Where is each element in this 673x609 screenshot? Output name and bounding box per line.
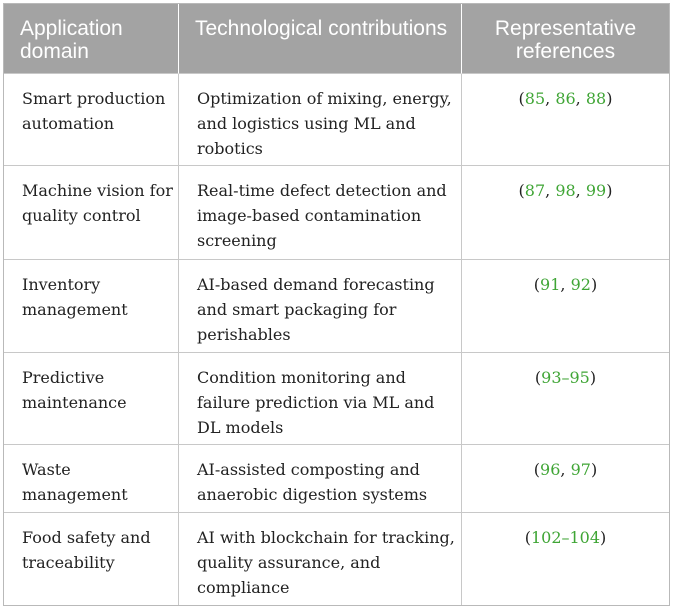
contribution-cell: Real-time defect detection and image-based contamination screening — [179, 166, 462, 260]
reference-separator: , — [575, 181, 586, 200]
domain-cell: Machine vision for quality control — [4, 166, 179, 260]
header-application-domain: Application domain — [4, 4, 179, 74]
close-paren: ) — [590, 275, 598, 294]
close-paren: ) — [590, 460, 598, 479]
reference-separator: , — [560, 460, 571, 479]
domain-cell: Inventory management — [4, 260, 179, 353]
reference-separator: , — [560, 275, 571, 294]
contribution-cell: AI-assisted composting and anaerobic digestion systems — [179, 445, 462, 513]
contribution-cell: AI with blockchain for tracking, quality assurance, and compliance — [179, 513, 462, 605]
references-cell — [462, 74, 669, 166]
references-cell — [462, 513, 669, 605]
open-paren: ( — [533, 460, 541, 479]
contribution-cell: AI-based demand forecasting and smart packaging for perishables — [179, 260, 462, 353]
header-technological-contributions: Technological contributions — [179, 4, 462, 74]
close-paren: ) — [606, 89, 613, 108]
open-paren: ( — [533, 275, 541, 294]
domain-cell: Smart production automation — [4, 74, 179, 166]
open-paren: ( — [534, 368, 542, 387]
reference-link[interactable]: 93–95 — [541, 368, 590, 387]
close-paren: ) — [589, 368, 597, 387]
open-paren: ( — [524, 528, 531, 547]
references-cell — [462, 166, 669, 260]
domain-cell: Predictive maintenance — [4, 353, 179, 445]
reference-link[interactable]: 102–104 — [530, 528, 601, 547]
reference-separator: , — [575, 89, 586, 108]
open-paren: ( — [518, 89, 525, 108]
reference-link[interactable]: 86 — [555, 89, 576, 108]
reference-link[interactable]: 97 — [570, 460, 591, 479]
domain-cell: Food safety and traceability — [4, 513, 179, 605]
open-paren: ( — [518, 181, 525, 200]
references-table — [3, 3, 670, 606]
references-cell — [462, 260, 669, 353]
close-paren: ) — [600, 528, 607, 547]
reference-link[interactable]: 91 — [540, 275, 561, 294]
reference-separator: , — [545, 89, 556, 108]
reference-link[interactable]: 88 — [585, 89, 607, 108]
header-representative-references: Representative references — [462, 4, 669, 74]
reference-link[interactable]: 85 — [524, 89, 546, 108]
reference-link[interactable]: 99 — [585, 181, 607, 200]
contribution-cell: Condition monitoring and failure prediction via ML and DL models — [179, 353, 462, 445]
reference-link[interactable]: 96 — [540, 460, 561, 479]
contribution-cell: Optimization of mixing, energy, and logistics using ML and robotics — [179, 74, 462, 166]
reference-link[interactable]: 92 — [570, 275, 591, 294]
references-cell — [462, 353, 669, 445]
reference-link[interactable]: 98 — [555, 181, 576, 200]
reference-link[interactable]: 87 — [524, 181, 546, 200]
close-paren: ) — [606, 181, 613, 200]
domain-cell: Waste management — [4, 445, 179, 513]
references-cell — [462, 445, 669, 513]
reference-separator: , — [545, 181, 556, 200]
